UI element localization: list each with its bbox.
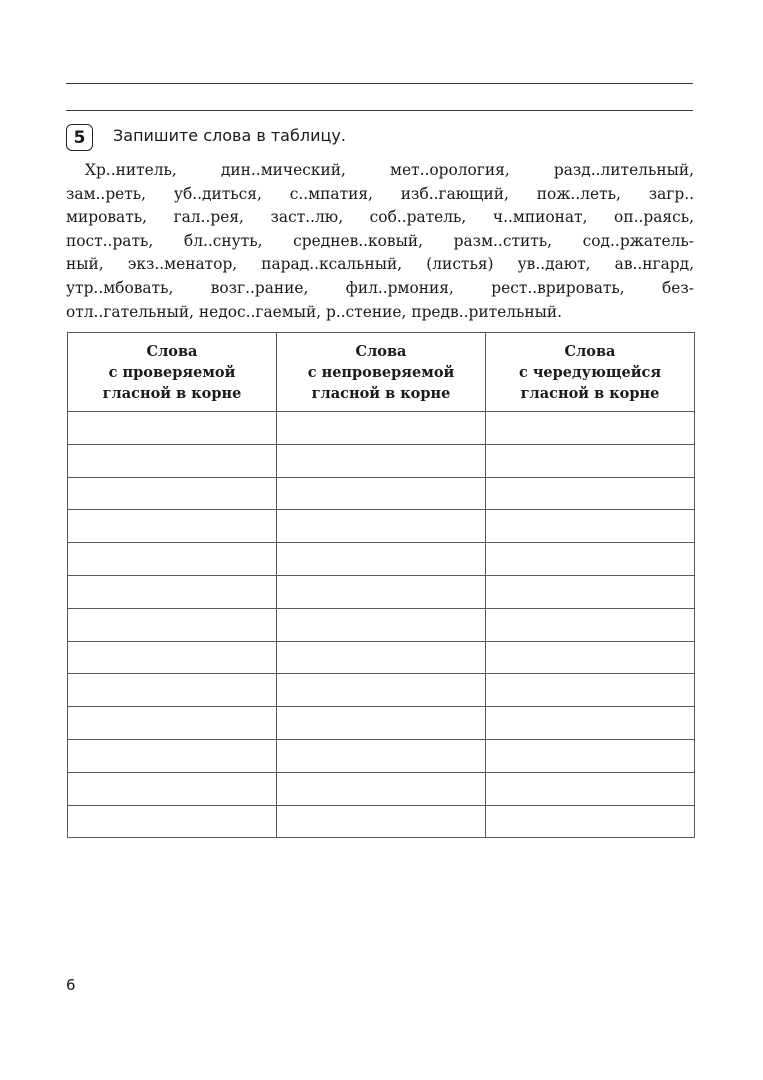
answer-cell[interactable] [68,739,277,772]
column-header-unchecked-vowel [277,333,486,412]
answer-cell[interactable] [277,510,486,543]
answer-cell[interactable] [68,772,277,805]
table-row [68,543,695,576]
table-row [68,444,695,477]
answer-cell[interactable] [277,674,486,707]
table-row [68,510,695,543]
task-number-badge: 5 [66,124,93,151]
answer-cell[interactable] [68,543,277,576]
answer-cell[interactable] [486,772,695,805]
answer-cell[interactable] [277,412,486,445]
answer-cell[interactable] [68,477,277,510]
table-row [68,477,695,510]
word-line-1: Хр..нитель, дин..мический, мет..орология, разд..лительный, [85,161,694,179]
word-line-2: зам..реть, уб..диться, с..мпатия, изб..гающий, пож..леть, загр.. [66,184,694,203]
word-list [66,159,694,324]
answer-cell[interactable] [68,575,277,608]
header-line: Слова [146,342,198,360]
table-row [68,641,695,674]
table-row [68,412,695,445]
answer-cell[interactable] [68,707,277,740]
word-line-7: отл..гательный, недос..гаемый, р..стение, предв..рительный. [66,302,563,321]
table-row [68,739,695,772]
table-row [68,805,695,838]
answer-cell[interactable] [486,608,695,641]
header-line: гласной в корне [520,384,660,402]
answer-line-1[interactable] [66,83,693,84]
answer-cell[interactable] [277,608,486,641]
header-line: с чередующейся [518,363,662,381]
header-line: гласной в корне [311,384,451,402]
answer-cell[interactable] [486,575,695,608]
answer-cell[interactable] [486,477,695,510]
table-row [68,772,695,805]
column-header-checked-vowel [68,333,277,412]
word-line-4: пост..рать, бл..снуть, среднев..ковый, разм..стить, сод..ржатель- [66,231,694,250]
answer-cell[interactable] [277,575,486,608]
answer-cell[interactable] [68,674,277,707]
answer-cell[interactable] [277,444,486,477]
answer-line-2[interactable] [66,110,693,111]
table-header-row [68,333,695,412]
header-line: с проверяемой [108,363,236,381]
answer-cell[interactable] [486,412,695,445]
answer-cell[interactable] [486,674,695,707]
word-line-3: мировать, гал..рея, заст..лю, соб..ратель, ч..мпионат, оп..раясь, [66,208,694,227]
answer-cell[interactable] [68,444,277,477]
answer-cell[interactable] [68,412,277,445]
table-row [68,707,695,740]
task-title: Запишите слова в таблицу. [113,126,346,145]
answer-cell[interactable] [486,641,695,674]
answer-cell[interactable] [486,510,695,543]
page-number: 6 [66,976,76,994]
column-header-alternating-vowel [486,333,695,412]
answer-cell[interactable] [277,707,486,740]
answer-cell[interactable] [486,739,695,772]
answer-cell[interactable] [486,543,695,576]
answer-cell[interactable] [68,641,277,674]
answer-cell[interactable] [486,707,695,740]
table-row [68,575,695,608]
answer-cell[interactable] [277,739,486,772]
header-line: Слова [564,342,616,360]
answer-cell[interactable] [277,477,486,510]
answer-cell[interactable] [68,510,277,543]
sorting-table [67,332,695,838]
header-line: Слова [355,342,407,360]
table-body [68,412,695,838]
answer-cell[interactable] [486,444,695,477]
word-line-5: ный, экз..менатор, парад..ксальный, (листья) ув..дают, ав..нгард, [66,255,694,274]
answer-cell[interactable] [68,608,277,641]
answer-cell[interactable] [277,805,486,838]
answer-cell[interactable] [277,641,486,674]
answer-cell[interactable] [486,805,695,838]
header-line: с непроверяемой [307,363,455,381]
header-line: гласной в корне [102,384,242,402]
answer-cell[interactable] [68,805,277,838]
table-row [68,608,695,641]
answer-cell[interactable] [277,543,486,576]
word-line-6: утр..мбовать, возг..рание, фил..рмония, рест..врировать, без- [66,278,694,297]
table-row [68,674,695,707]
answer-cell[interactable] [277,772,486,805]
